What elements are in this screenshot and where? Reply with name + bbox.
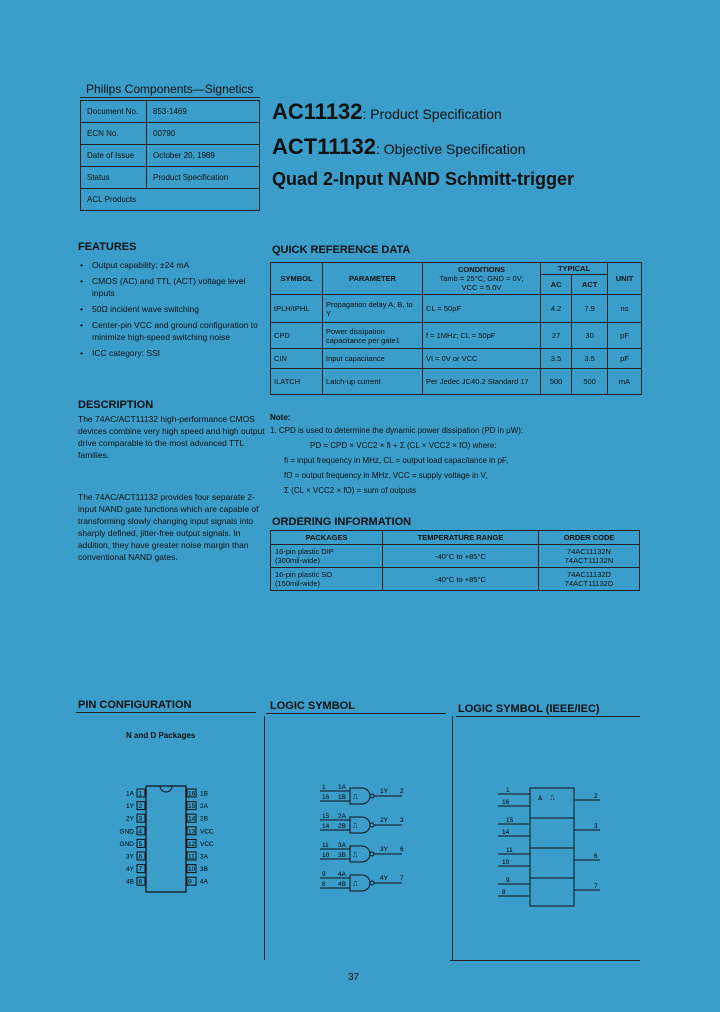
notes-block	[270, 412, 640, 498]
table-row	[81, 145, 260, 167]
pin-number: 3	[138, 815, 143, 823]
ordering-heading: ORDERING INFORMATION	[272, 516, 412, 528]
logic-ieee-diagram	[490, 772, 610, 912]
description-p1: The 74AC/ACT11132 high-performance CMOS devices combine very high speed and high output drive comparable to the most advanced TTL families.	[78, 414, 265, 460]
list-item: • CMOS (AC) and TTL (ACT) voltage level inputs	[78, 275, 268, 299]
col-order-code: ORDER CODE	[539, 531, 640, 545]
cell-order-code	[539, 545, 640, 568]
doc-key: Date of Issue	[81, 145, 147, 167]
pin-label: 2Y	[126, 815, 134, 823]
pin-number: 10	[188, 866, 196, 874]
input-pin-number: 14	[502, 829, 510, 836]
pin-label: 1B	[200, 790, 208, 798]
input-pin-number: 11	[322, 842, 329, 849]
input-pin-number: 16	[502, 799, 510, 806]
input-pin-number: 1	[506, 787, 510, 794]
doc-value: October 20, 1989	[147, 145, 260, 167]
title-act	[272, 134, 525, 160]
description-p2: The 74AC/ACT11132 provides four separate 2-input NAND gate functions which are capable of transforming slowly changing input signals into sharply defined, jitter-free output signals. In addition, they have greater noise margin than conventional NAND gates.	[78, 492, 259, 562]
pin-label: GND	[119, 828, 134, 836]
pin-label: 3A	[200, 853, 208, 861]
title-ac	[272, 99, 502, 125]
ordering-table	[270, 530, 640, 591]
pin-number: 14	[188, 815, 196, 823]
pin-label: 4Y	[126, 866, 134, 874]
section-rule	[76, 712, 256, 713]
package-line: (300mil-wide)	[275, 556, 321, 565]
title-ac-status: : Product Specification	[362, 106, 502, 122]
pin-label: VCC	[200, 840, 214, 848]
conditions-line-1: CONDITIONS	[457, 265, 506, 274]
table-row	[271, 295, 642, 323]
cell-unit: pF	[608, 323, 642, 349]
diagram-frame-bottom	[450, 960, 640, 961]
title-act-status: : Objective Specification	[375, 141, 526, 157]
pin-label: 2B	[200, 815, 208, 823]
cell-parameter: Input capacitance	[323, 349, 423, 369]
list-item: • ICC category: SSI	[78, 347, 268, 359]
table-row	[271, 263, 642, 275]
col-unit: UNIT	[608, 263, 642, 295]
input-label: 4A	[338, 871, 346, 878]
pin-label: 3B	[200, 866, 208, 874]
input-label: 2B	[338, 823, 346, 830]
col-packages: PACKAGES	[271, 531, 383, 545]
pin-number: 9	[188, 878, 192, 886]
input-pin-number: 11	[506, 847, 513, 854]
output-label: 4Y	[380, 875, 388, 882]
package-line: (150mil-wide)	[275, 579, 321, 588]
table-row	[271, 531, 640, 545]
pin-number: 16	[188, 790, 196, 798]
table-row	[81, 189, 260, 211]
inversion-bubble	[370, 794, 374, 798]
chip-body	[146, 786, 186, 892]
input-pin-number: 10	[322, 852, 330, 859]
input-pin-number: 15	[506, 817, 514, 824]
features-list	[78, 259, 268, 363]
output-pin-number: 2	[594, 793, 598, 800]
output-pin-number: 3	[400, 817, 404, 824]
ieee-block	[530, 788, 574, 906]
features-heading: FEATURES	[78, 241, 137, 253]
table-row	[271, 349, 642, 369]
quick-ref-heading: QUICK REFERENCE DATA	[272, 244, 411, 256]
package-line: 16-pin plastic DIP	[275, 547, 334, 556]
input-label: 4B	[338, 881, 346, 888]
list-item: • Center-pin VCC and ground configuration to minimize high-speed switching noise	[78, 319, 268, 343]
pin-number: 7	[138, 866, 143, 874]
schmitt-icon: ⎍	[353, 823, 358, 830]
pin-number: 15	[188, 803, 196, 811]
pin-number: 2	[138, 803, 143, 811]
table-row	[271, 568, 640, 591]
note-line: fO = output frequency in MHz, VCC = supply voltage in V,	[284, 471, 488, 480]
and-symbol: &	[538, 795, 543, 802]
pin-label: 3Y	[126, 853, 134, 861]
inversion-bubble	[370, 823, 374, 827]
section-rule	[456, 716, 640, 717]
logic-symbol-heading: LOGIC SYMBOL	[270, 700, 355, 712]
col-symbol: SYMBOL	[271, 263, 323, 295]
input-label: 2A	[338, 813, 346, 820]
schmitt-icon: ⎍	[550, 795, 555, 802]
table-row	[81, 101, 260, 123]
note-line: PD = CPD × VCC2 × fi + Σ (CL × VCC2 × fO) where:	[310, 441, 497, 450]
pin-label: 1A	[126, 790, 134, 798]
code-line: 74AC11132N	[567, 547, 611, 556]
cell-conditions: VI = 0V or VCC	[423, 349, 541, 369]
cell-order-code	[539, 568, 640, 591]
conditions-line-3: VCC = 5.0V	[461, 283, 502, 292]
cell-symbol: tPLH/tPHL	[271, 295, 323, 323]
cell-conditions: Per Jedec JC40.2 Standard 17	[423, 369, 541, 395]
input-pin-number: 14	[322, 823, 330, 830]
col-parameter: PARAMETER	[323, 263, 423, 295]
chip-notch	[160, 786, 172, 792]
document-info-table	[80, 100, 260, 211]
inversion-bubble	[370, 852, 374, 856]
logic-ieee-heading: LOGIC SYMBOL (IEEE/IEC)	[458, 703, 600, 715]
output-label: 3Y	[380, 846, 388, 853]
title-ac-part: AC11132	[272, 99, 363, 124]
output-pin-number: 7	[594, 883, 598, 890]
cell-temperature: -40°C to +85°C	[383, 568, 539, 591]
code-line: 74AC11132D	[567, 570, 611, 579]
schmitt-icon: ⎍	[353, 881, 358, 888]
pin-number: 13	[188, 828, 196, 836]
input-label: 1B	[338, 794, 346, 801]
notes-heading: Note:	[270, 413, 291, 422]
doc-value: 853-1469	[147, 101, 260, 123]
doc-key: ECN No.	[81, 123, 147, 145]
pin-diagram	[100, 780, 230, 900]
list-item: • Output capability: ±24 mA	[78, 259, 268, 271]
pin-label: 2A	[200, 803, 208, 811]
output-pin-number: 6	[594, 853, 598, 860]
pin-label: 1Y	[126, 803, 134, 811]
doc-value: 00790	[147, 123, 260, 145]
description-heading: DESCRIPTION	[78, 399, 154, 411]
pin-label: 4B	[126, 878, 134, 886]
input-pin-number: 8	[322, 881, 326, 888]
col-typical: TYPICAL	[541, 263, 608, 275]
cell-ac: 3.5	[541, 349, 572, 369]
table-row	[271, 369, 642, 395]
doc-value: Product Specification	[147, 167, 260, 189]
code-line: 74ACT11132D	[564, 579, 614, 588]
cell-symbol: CPD	[271, 323, 323, 349]
cell-unit: pF	[608, 349, 642, 369]
input-label: 3B	[338, 852, 346, 859]
diagram-frame-left	[264, 716, 265, 960]
section-rule	[266, 713, 446, 714]
col-conditions	[423, 263, 541, 295]
pin-label: VCC	[200, 828, 214, 836]
code-line: 74ACT11132N	[564, 556, 614, 565]
cell-package	[271, 545, 383, 568]
package-line: 16-pin plastic SO	[275, 570, 333, 579]
cell-conditions: CL = 50pF	[423, 295, 541, 323]
table-row	[271, 545, 640, 568]
input-pin-number: 15	[322, 813, 330, 820]
pin-number: 1	[138, 790, 143, 798]
conditions-line-2: Tamb = 25°C; GND = 0V;	[439, 274, 524, 283]
pin-number: 5	[138, 840, 143, 848]
cell-act: 3.5	[572, 349, 608, 369]
input-label: 1A	[338, 784, 346, 791]
cell-unit: ns	[608, 295, 642, 323]
cell-conditions: f = 1MHz; CL = 50pF	[423, 323, 541, 349]
col-ac: AC	[541, 275, 572, 295]
cell-act: 500	[572, 369, 608, 395]
pin-number: 8	[138, 878, 143, 886]
cell-symbol: ILATCH	[271, 369, 323, 395]
pin-number: 12	[188, 840, 196, 848]
note-line: fi = input frequency in MHz, CL = output load capacitance in pF,	[284, 456, 509, 465]
cell-ac: 27	[541, 323, 572, 349]
pin-label: GND	[119, 840, 134, 848]
cell-act: 30	[572, 323, 608, 349]
output-pin-number: 2	[400, 788, 404, 795]
logic-symbol-diagram	[310, 778, 420, 898]
doc-key: Status	[81, 167, 147, 189]
input-pin-number: 16	[322, 794, 330, 801]
col-temperature: TEMPERATURE RANGE	[383, 531, 539, 545]
input-pin-number: 9	[322, 871, 326, 878]
list-item: • 50Ω incident wave switching	[78, 303, 268, 315]
output-pin-number: 3	[594, 823, 598, 830]
pin-number: 4	[138, 828, 143, 836]
cell-package	[271, 568, 383, 591]
output-pin-number: 6	[400, 846, 404, 853]
input-pin-number: 10	[502, 859, 510, 866]
page-title: Quad 2-Input NAND Schmitt-trigger	[272, 169, 574, 189]
table-row	[271, 323, 642, 349]
cell-temperature: -40°C to +85°C	[383, 545, 539, 568]
cell-ac: 4.2	[541, 295, 572, 323]
doc-key: Document No.	[81, 101, 147, 123]
diagram-frame-right	[452, 716, 453, 960]
cell-act: 7.9	[572, 295, 608, 323]
page-number: 37	[348, 972, 360, 983]
schmitt-icon: ⎍	[353, 852, 358, 859]
brand-header: Philips Components—Signetics	[86, 82, 254, 96]
cell-parameter: Power dissipation capacitance per gate1	[323, 323, 423, 349]
output-label: 2Y	[380, 817, 388, 824]
pin-label: 4A	[200, 878, 208, 886]
table-row	[81, 123, 260, 145]
table-row	[81, 167, 260, 189]
input-label: 3A	[338, 842, 346, 849]
note-line: Σ (CL × VCC2 × fO) = sum of outputs	[284, 486, 417, 495]
schmitt-icon: ⎍	[353, 794, 358, 801]
pin-number: 6	[138, 853, 143, 861]
input-pin-number: 8	[502, 889, 506, 896]
input-pin-number: 9	[506, 877, 510, 884]
pin-config-heading: PIN CONFIGURATION	[78, 699, 192, 711]
note-line: 1. CPD is used to determine the dynamic power dissipation (PD in μW):	[270, 426, 524, 435]
cell-unit: mA	[608, 369, 642, 395]
cell-symbol: CIN	[271, 349, 323, 369]
product-line: ACL Products	[81, 189, 260, 211]
inversion-bubble	[370, 881, 374, 885]
pin-number: 11	[188, 853, 195, 861]
title-act-part: ACT11132	[272, 134, 376, 159]
package-label: N and D Packages	[126, 731, 196, 740]
cell-ac: 500	[541, 369, 572, 395]
input-pin-number: 1	[322, 784, 326, 791]
header-rule	[80, 97, 260, 98]
col-act: ACT	[572, 275, 608, 295]
quick-ref-table	[270, 262, 642, 395]
cell-parameter: Latch-up current	[323, 369, 423, 395]
output-label: 1Y	[380, 788, 388, 795]
cell-parameter: Propagation delay A, B, to Y	[323, 295, 423, 323]
output-pin-number: 7	[400, 875, 404, 882]
